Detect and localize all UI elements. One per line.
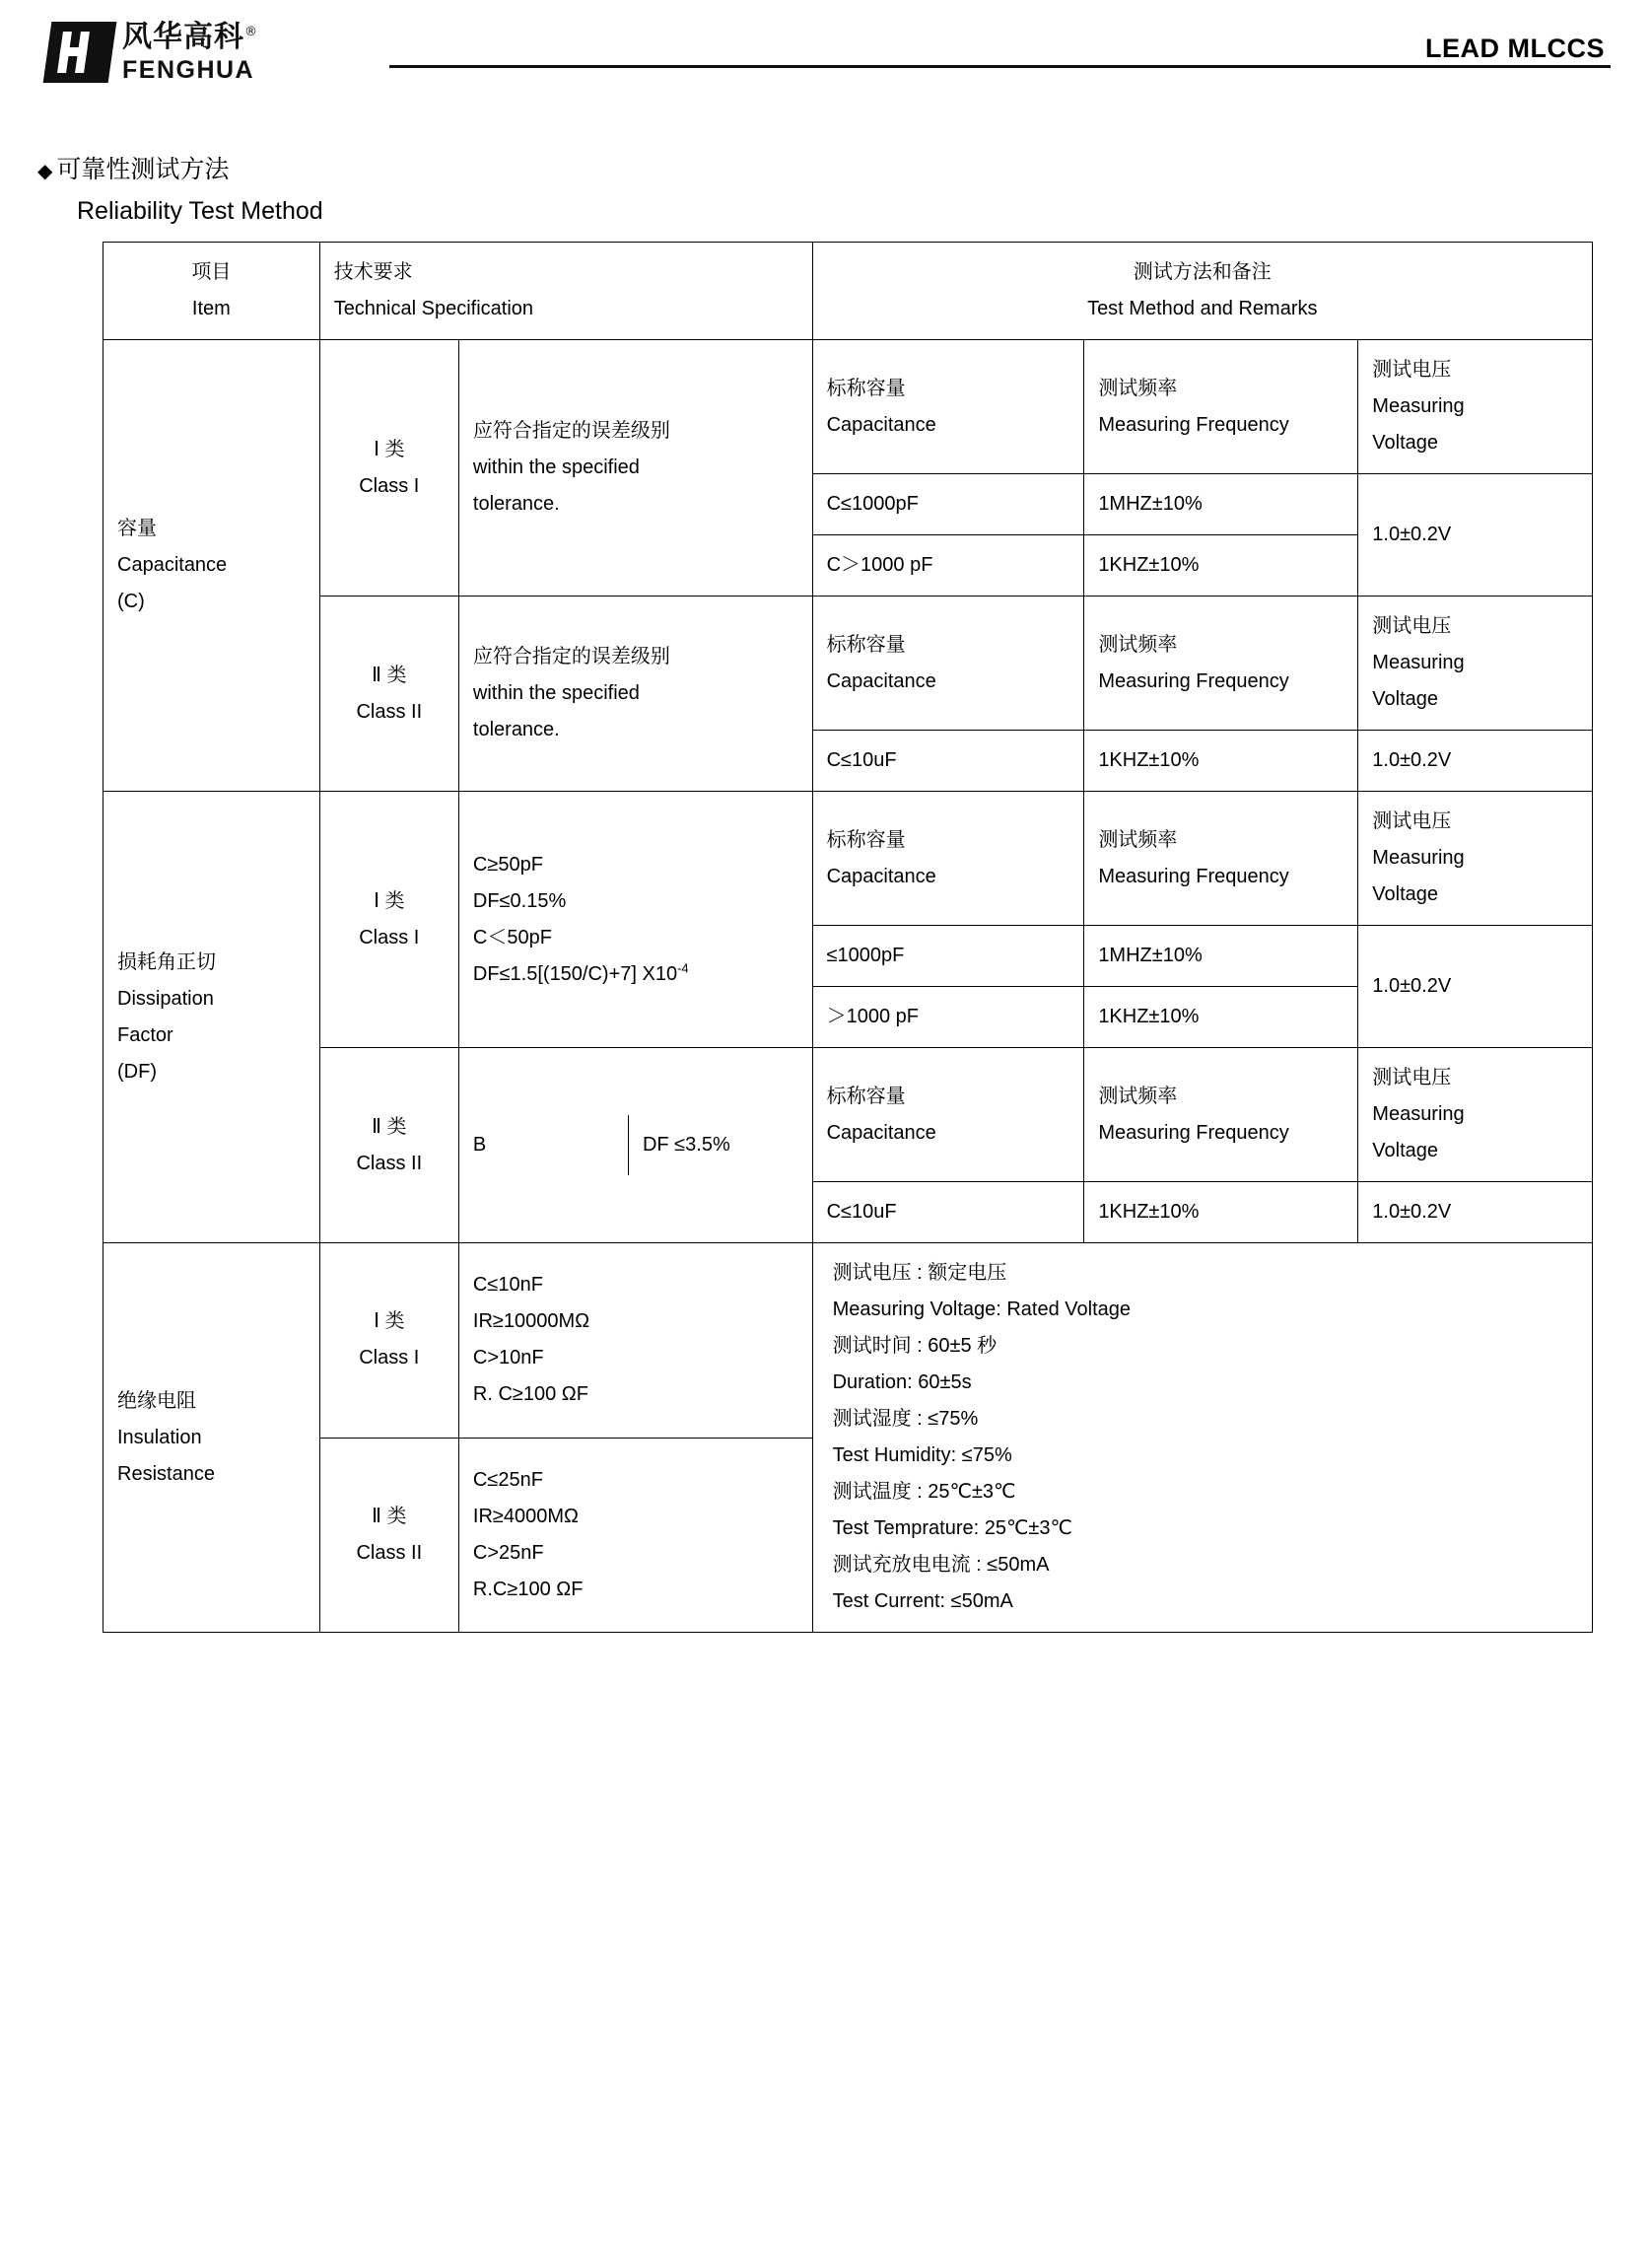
table-header-row xyxy=(103,243,1593,340)
value-voltage: 1.0±0.2V xyxy=(1358,474,1593,597)
class-label-1-dissipation xyxy=(319,792,458,1048)
method-line: 测试湿度 : ≤75% xyxy=(832,1408,979,1430)
reliability-test-table xyxy=(103,242,1593,1633)
value-capacitance: C≤10uF xyxy=(812,731,1084,792)
section-title-cn-text: 可靠性测试方法 xyxy=(56,155,230,183)
label-capacitance-en: Capacitance xyxy=(826,413,936,436)
value-capacitance: C≤1000pF xyxy=(812,474,1084,535)
label-frequency-cn: 测试频率 xyxy=(1098,828,1178,851)
label-frequency-cn: 测试频率 xyxy=(1098,377,1178,399)
spec-line: C≥50pF xyxy=(472,853,543,876)
label-capacitance-col xyxy=(812,597,1084,731)
method-line: 测试充放电电流 : ≤50mA xyxy=(832,1554,1050,1576)
spec-line: C≤10nF xyxy=(472,1274,543,1297)
class-label-1-capacitance xyxy=(319,340,458,597)
item-insulation-en1: Insulation xyxy=(117,1426,202,1448)
class2-en: Class II xyxy=(356,1541,423,1564)
label-capacitance-cn: 标称容量 xyxy=(826,633,906,656)
row-item-capacitance xyxy=(103,340,320,792)
label-capacitance-en: Capacitance xyxy=(826,1121,936,1144)
header-divider xyxy=(389,65,1611,68)
header-cell-method xyxy=(812,243,1592,340)
header-item-en: Item xyxy=(191,298,231,319)
value-voltage: 1.0±0.2V xyxy=(1358,1182,1593,1243)
method-line: Test Temprature: 25℃±3℃ xyxy=(832,1517,1072,1539)
method-line: Duration: 60±5s xyxy=(832,1371,972,1393)
label-capacitance-col xyxy=(812,340,1084,474)
fenghua-logo-icon xyxy=(43,22,117,83)
spec-line: within the specified xyxy=(472,456,640,478)
table-row xyxy=(103,597,1593,731)
item-capacitance-symbol: (C) xyxy=(117,591,145,612)
class2-en: Class II xyxy=(356,700,423,723)
label-frequency-cn: 测试频率 xyxy=(1098,633,1178,656)
label-capacitance-cn: 标称容量 xyxy=(826,1085,906,1107)
label-voltage-cn: 测试电压 xyxy=(1372,615,1452,637)
label-capacitance-en: Capacitance xyxy=(826,669,936,692)
class2-en: Class II xyxy=(356,1152,423,1174)
label-voltage-col xyxy=(1358,340,1593,474)
label-voltage-en1: Measuring xyxy=(1372,1103,1465,1125)
diamond-bullet-icon: ◆ xyxy=(37,159,53,182)
table-row xyxy=(103,1048,1593,1182)
spec-line: R. C≥100 ΩF xyxy=(472,1383,588,1406)
label-frequency-en: Measuring Frequency xyxy=(1098,865,1289,887)
value-frequency: 1KHZ±10% xyxy=(1084,535,1358,597)
table-row xyxy=(103,1243,1593,1439)
method-line: Measuring Voltage: Rated Voltage xyxy=(832,1299,1132,1320)
label-voltage-en2: Voltage xyxy=(1372,883,1439,905)
item-dissipation-en2: Factor xyxy=(117,1023,173,1046)
label-voltage-col xyxy=(1358,597,1593,731)
spec-dissipation-class2-grade: B xyxy=(459,1115,629,1175)
spec-line: IR≥4000MΩ xyxy=(472,1505,579,1527)
spec-insulation-class2 xyxy=(458,1438,812,1633)
header-method-cn: 测试方法和备注 xyxy=(1133,261,1272,283)
class1-cn: Ⅰ 类 xyxy=(374,438,405,460)
value-frequency: 1KHZ±10% xyxy=(1084,1182,1358,1243)
spec-line: C≤25nF xyxy=(472,1468,543,1491)
spec-line xyxy=(473,956,798,993)
spec-capacitance-class1 xyxy=(458,340,812,597)
spec-formula: DF≤1.5[(150/C)+7] X10 xyxy=(472,962,678,985)
spec-line: IR≥10000MΩ xyxy=(472,1310,590,1333)
spec-line: tolerance. xyxy=(472,719,560,740)
section-title-en: Reliability Test Method xyxy=(77,197,323,225)
label-voltage-en2: Voltage xyxy=(1372,688,1439,710)
spec-insulation-class1 xyxy=(458,1243,812,1439)
value-frequency: 1KHZ±10% xyxy=(1084,731,1358,792)
item-dissipation-symbol: (DF) xyxy=(117,1060,157,1083)
spec-line: C>25nF xyxy=(472,1541,544,1564)
section-title-cn xyxy=(37,150,1652,185)
spec-exponent: -4 xyxy=(677,959,689,975)
label-capacitance-col xyxy=(812,792,1084,926)
header-cell-spec xyxy=(319,243,812,340)
spec-line: R.C≥100 ΩF xyxy=(472,1578,584,1600)
class-label-2-insulation xyxy=(319,1438,458,1633)
page-header xyxy=(0,0,1652,116)
label-capacitance-cn: 标称容量 xyxy=(826,377,906,399)
class1-cn: Ⅰ 类 xyxy=(374,1310,405,1333)
header-spec-cn: 技术要求 xyxy=(333,261,413,283)
label-voltage-col xyxy=(1358,792,1593,926)
value-capacitance: C＞1000 pF xyxy=(812,535,1084,597)
header-method-en: Test Method and Remarks xyxy=(1087,298,1318,319)
method-line: Test Humidity: ≤75% xyxy=(832,1444,1012,1466)
company-logo xyxy=(47,19,258,84)
value-capacitance: ≤1000pF xyxy=(812,926,1084,987)
class-label-2-capacitance xyxy=(319,597,458,792)
header-item-cn: 项目 xyxy=(191,261,232,283)
class1-cn: Ⅰ 类 xyxy=(374,889,405,912)
item-dissipation-en1: Dissipation xyxy=(117,987,214,1010)
class1-en: Class I xyxy=(359,1347,420,1369)
class2-cn: Ⅱ 类 xyxy=(372,1115,407,1138)
value-capacitance: ＞1000 pF xyxy=(812,987,1084,1048)
label-frequency-col xyxy=(1084,1048,1358,1182)
label-voltage-en1: Measuring xyxy=(1372,395,1465,417)
spec-line: 应符合指定的误差级别 xyxy=(472,646,670,667)
registered-mark-icon: ® xyxy=(244,24,258,39)
value-voltage: 1.0±0.2V xyxy=(1358,731,1593,792)
header-spec-en: Technical Specification xyxy=(333,298,534,319)
item-capacitance-en: Capacitance xyxy=(117,554,228,576)
row-item-dissipation xyxy=(103,792,320,1243)
label-voltage-en1: Measuring xyxy=(1372,652,1465,673)
label-voltage-en1: Measuring xyxy=(1372,847,1465,869)
label-voltage-cn: 测试电压 xyxy=(1372,810,1452,832)
header-title: LEAD MLCCS xyxy=(1425,34,1605,63)
class-label-2-dissipation xyxy=(319,1048,458,1243)
value-frequency: 1KHZ±10% xyxy=(1084,987,1358,1048)
label-frequency-en: Measuring Frequency xyxy=(1098,1121,1289,1144)
spec-dissipation-class1 xyxy=(458,792,812,1048)
spec-capacitance-class2 xyxy=(458,597,812,792)
item-insulation-cn: 绝缘电阻 xyxy=(117,1389,196,1412)
table-row xyxy=(103,792,1593,926)
method-line: Test Current: ≤50mA xyxy=(832,1590,1013,1612)
label-capacitance-col xyxy=(812,1048,1084,1182)
spec-line: C＜50pF xyxy=(472,926,552,948)
value-frequency: 1MHZ±10% xyxy=(1084,474,1358,535)
class1-en: Class I xyxy=(359,926,420,948)
label-voltage-cn: 测试电压 xyxy=(1372,359,1452,381)
spec-line: tolerance. xyxy=(472,493,560,515)
spec-dissipation-class2 xyxy=(458,1048,812,1243)
spec-line: within the specified xyxy=(472,682,640,704)
value-frequency: 1MHZ±10% xyxy=(1084,926,1358,987)
label-frequency-col xyxy=(1084,792,1358,926)
item-insulation-en2: Resistance xyxy=(117,1462,215,1485)
label-voltage-col xyxy=(1358,1048,1593,1182)
item-capacitance-cn: 容量 xyxy=(117,518,157,539)
value-voltage: 1.0±0.2V xyxy=(1358,926,1593,1048)
row-item-insulation xyxy=(103,1243,320,1633)
method-line: 测试时间 : 60±5 秒 xyxy=(832,1335,998,1357)
label-frequency-cn: 测试频率 xyxy=(1098,1085,1178,1107)
method-line: 测试电压 : 额定电压 xyxy=(832,1262,1007,1284)
logo-chinese-name: 风华高科® xyxy=(122,19,258,54)
class1-en: Class I xyxy=(359,474,420,497)
class2-cn: Ⅱ 类 xyxy=(372,1505,407,1527)
label-voltage-en2: Voltage xyxy=(1372,1140,1439,1161)
label-capacitance-en: Capacitance xyxy=(826,865,936,887)
value-capacitance: C≤10uF xyxy=(812,1182,1084,1243)
spec-line: 应符合指定的误差级别 xyxy=(472,420,670,442)
method-insulation xyxy=(812,1243,1592,1633)
item-dissipation-cn: 损耗角正切 xyxy=(117,950,216,973)
method-line: 测试温度 : 25℃±3℃ xyxy=(832,1481,1016,1503)
label-frequency-col xyxy=(1084,340,1358,474)
label-voltage-en2: Voltage xyxy=(1372,432,1439,454)
spec-dissipation-class2-value: DF ≤3.5% xyxy=(642,1134,730,1156)
spec-line: DF≤0.15% xyxy=(472,889,567,912)
header-cell-item xyxy=(103,243,320,340)
label-frequency-en: Measuring Frequency xyxy=(1098,669,1289,692)
class-label-1-insulation xyxy=(319,1243,458,1439)
label-voltage-cn: 测试电压 xyxy=(1372,1067,1452,1088)
logo-text xyxy=(122,19,258,84)
label-frequency-col xyxy=(1084,597,1358,731)
table-row xyxy=(103,340,1593,474)
label-capacitance-cn: 标称容量 xyxy=(826,828,906,851)
logo-english-name: FENGHUA xyxy=(122,55,255,84)
class2-cn: Ⅱ 类 xyxy=(372,664,407,686)
spec-line: C>10nF xyxy=(472,1347,544,1369)
label-frequency-en: Measuring Frequency xyxy=(1098,413,1289,436)
